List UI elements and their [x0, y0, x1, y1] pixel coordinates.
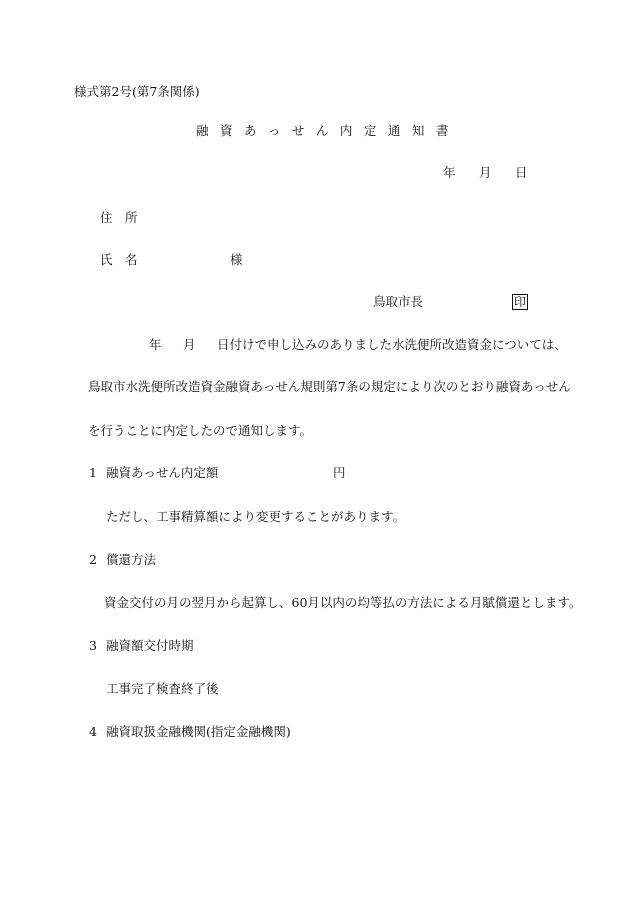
date-day-label: 日: [515, 165, 528, 180]
issuer-seal: [512, 294, 528, 310]
recipient-name-label: 氏 名: [100, 252, 138, 267]
issuer-title: 鳥取市長: [373, 294, 424, 309]
item-4-heading: 融資取扱金融機関(指定金融機関): [106, 724, 291, 739]
date-month-label: 月: [479, 165, 492, 180]
item-3-heading: 融資額交付時期: [106, 638, 194, 653]
document-title: 融資あっせん内定通知書: [196, 123, 460, 138]
item-1-detail: ただし、工事精算額により変更することがあります。: [106, 509, 406, 524]
item-2-detail: 資金交付の月の翌月から起算し、60月以内の均等払の方法による月賦償還とします。: [104, 595, 582, 610]
recipient-honorific: 様: [230, 252, 243, 267]
body-year-label: 年: [149, 337, 162, 352]
item-3-detail: 工事完了検査終了後: [106, 681, 219, 696]
seal-mark: 印: [514, 295, 527, 309]
date-year-label: 年: [443, 165, 456, 180]
item-1-unit: 円: [333, 465, 346, 480]
recipient-address-label: 住 所: [100, 210, 138, 225]
body-line-3: を行うことに内定したので通知します。: [88, 423, 313, 438]
item-4-number: 4: [89, 724, 97, 739]
item-2-heading: 償還方法: [106, 552, 157, 567]
item-1-number: 1: [89, 465, 97, 480]
body-line-1: 日付けで申し込みのありました水洗便所改造資金については、: [217, 337, 567, 352]
body-line-2: 鳥取市水洗便所改造資金融資あっせん規則第7条の規定により次のとおり融資あっせん: [88, 379, 571, 394]
item-2-number: 2: [89, 552, 97, 567]
form-number: 様式第2号(第7条関係): [74, 84, 200, 99]
body-month-label: 月: [183, 337, 196, 352]
item-1-heading: 融資あっせん内定額: [106, 465, 219, 480]
item-3-number: 3: [89, 638, 97, 653]
